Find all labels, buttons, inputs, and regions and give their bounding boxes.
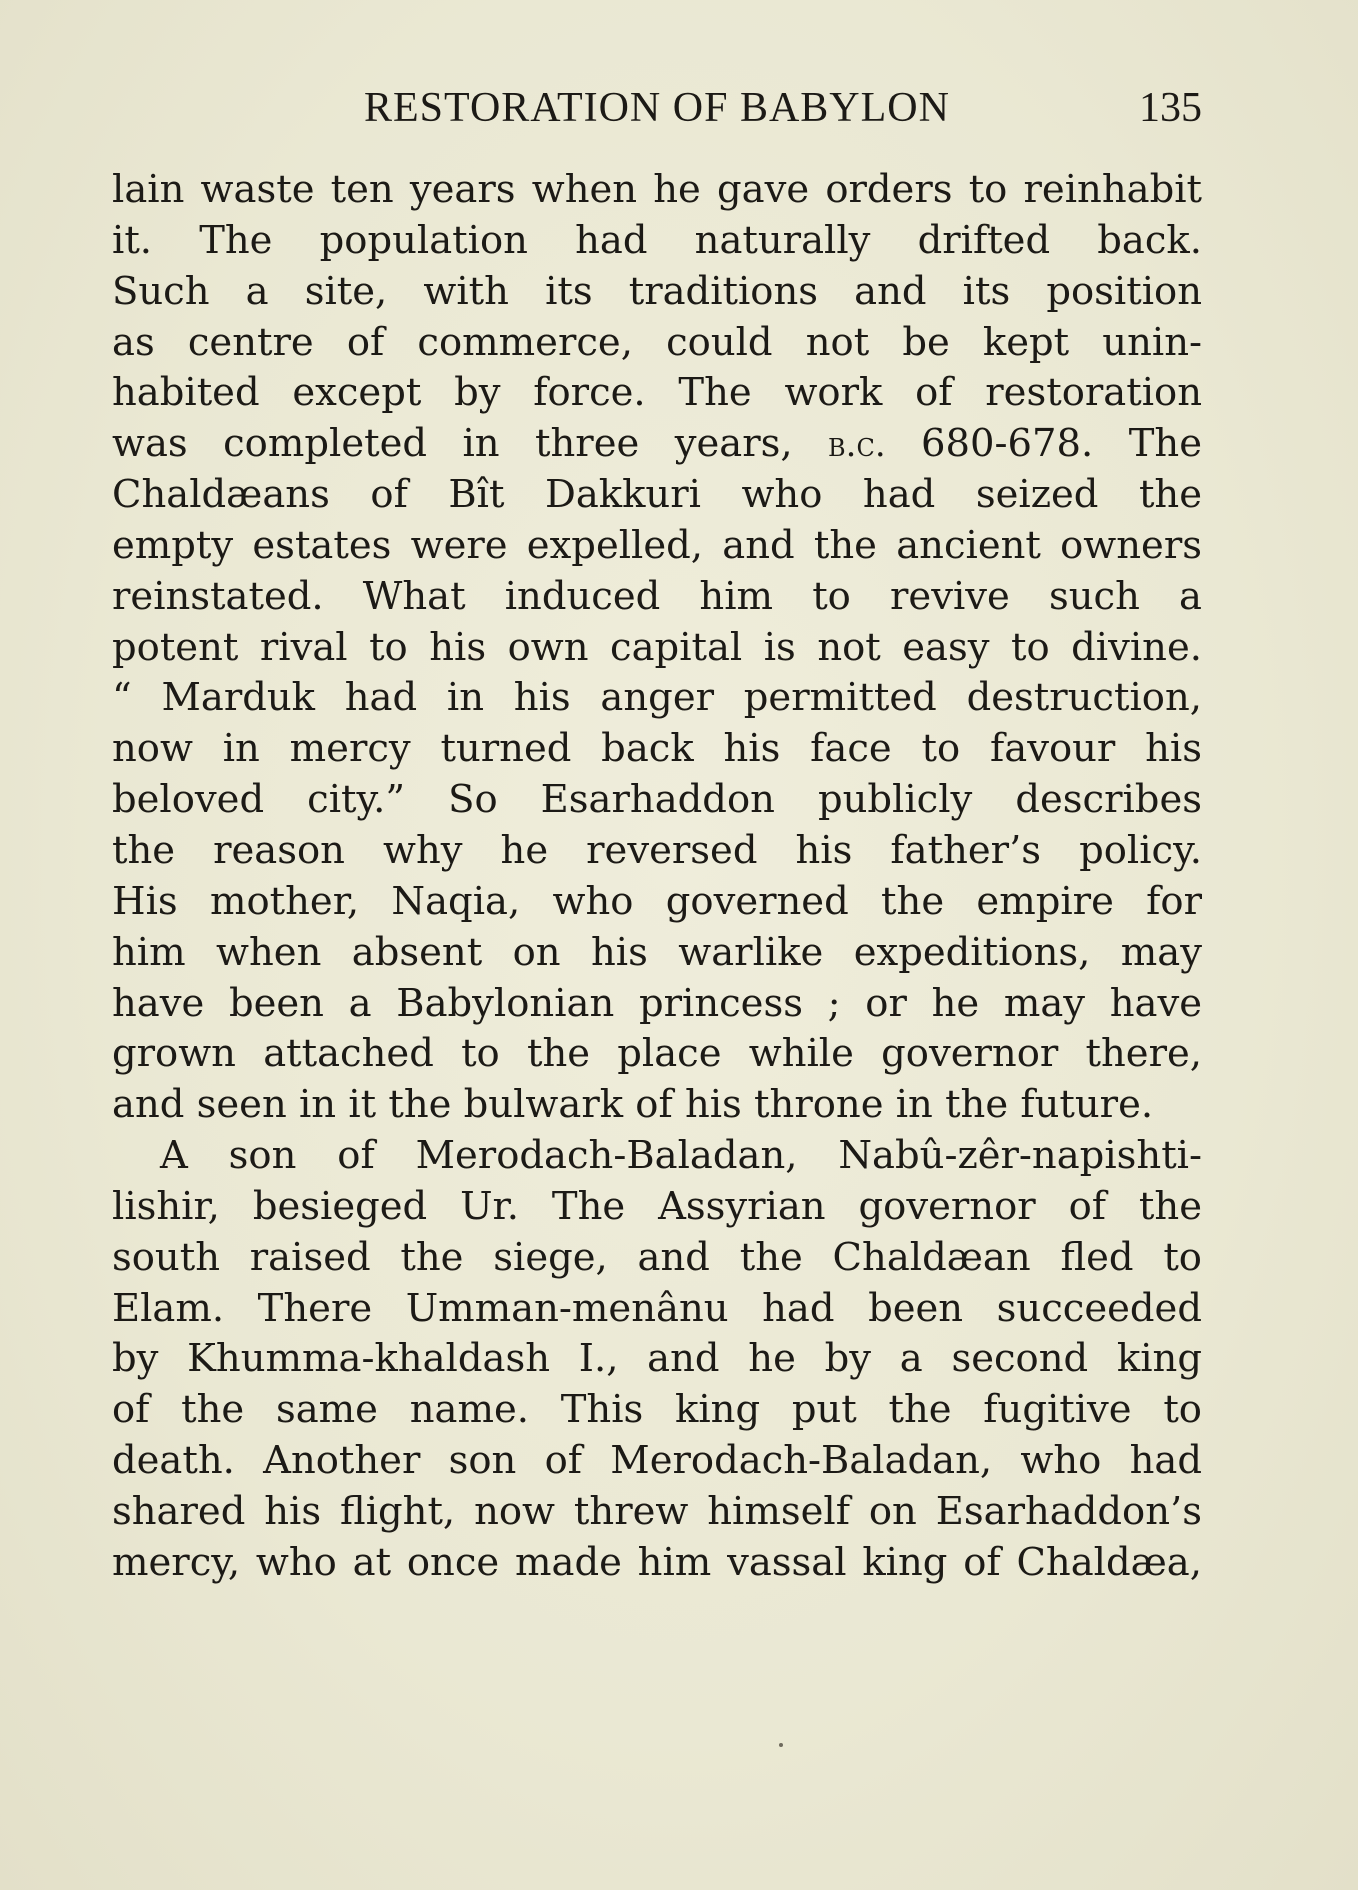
- paragraph-first-line: A son of Merodach-Baladan, Nabû-zêr-napishti-: [160, 1133, 1202, 1179]
- text-line: “ Marduk had in his anger permitted destruction,: [112, 675, 1202, 721]
- text-line: the reason why he reversed his father’s policy.: [112, 827, 1202, 873]
- text-line-with-date: [112, 419, 1202, 470]
- text-line: Such a site, with its traditions and its position: [112, 268, 1202, 314]
- text-line: Chaldæans of Bît Dakkuri who had seized the: [112, 472, 1202, 518]
- text-fragment: 680-678. The: [921, 421, 1202, 467]
- running-head: [112, 80, 1202, 136]
- text-line: of the same name. This king put the fugitive to: [112, 1387, 1202, 1433]
- text-line: mercy, who at once made him vassal king of Chaldæa,: [112, 1539, 1202, 1585]
- page-number: 135: [1139, 85, 1202, 131]
- text-line: lain waste ten years when he gave orders to reinhabit: [112, 167, 1202, 212]
- text-line: now in mercy turned back his face to favour his: [112, 726, 1202, 772]
- era-abbreviation: b.c.: [828, 425, 886, 465]
- text-line: reinstated. What induced him to revive such a: [112, 573, 1202, 619]
- text-line: and seen in it the bulwark of his throne in the future.: [112, 1082, 1154, 1128]
- text-line: habited except by force. The work of restoration: [112, 370, 1202, 416]
- body-text: [112, 165, 1202, 1589]
- running-title: RESTORATION OF BABYLON: [364, 85, 950, 131]
- text-line: shared his flight, now threw himself on Esarhaddon’s: [112, 1488, 1202, 1534]
- text-line: have been a Babylonian princess ; or he may have: [112, 980, 1202, 1026]
- paper-speck: [779, 1743, 783, 1747]
- text-line: south raised the siege, and the Chaldæan fled to: [112, 1234, 1202, 1280]
- text-line: grown attached to the place while governor there,: [112, 1031, 1202, 1077]
- text-line: death. Another son of Merodach-Baladan, who had: [112, 1438, 1202, 1484]
- text-line: lishir, besieged Ur. The Assyrian governor of the: [112, 1183, 1202, 1229]
- text-line: Elam. There Umman-menânu had been succeeded: [112, 1285, 1202, 1331]
- text-line: by Khumma-khaldash I., and he by a second king: [112, 1336, 1202, 1382]
- text-line: potent rival to his own capital is not easy to divine.: [112, 624, 1202, 670]
- text-line: empty estates were expelled, and the ancient owners: [112, 522, 1202, 568]
- text-line: as centre of commerce, could not be kept unin-: [112, 319, 1202, 365]
- text-line: it. The population had naturally drifted back.: [112, 217, 1202, 263]
- text-line: him when absent on his warlike expeditions, may: [112, 929, 1202, 975]
- text-line: beloved city.” So Esarhaddon publicly describes: [112, 777, 1202, 823]
- text-fragment: was completed in three years,: [112, 421, 793, 467]
- text-line: His mother, Naqia, who governed the empire for: [112, 878, 1202, 924]
